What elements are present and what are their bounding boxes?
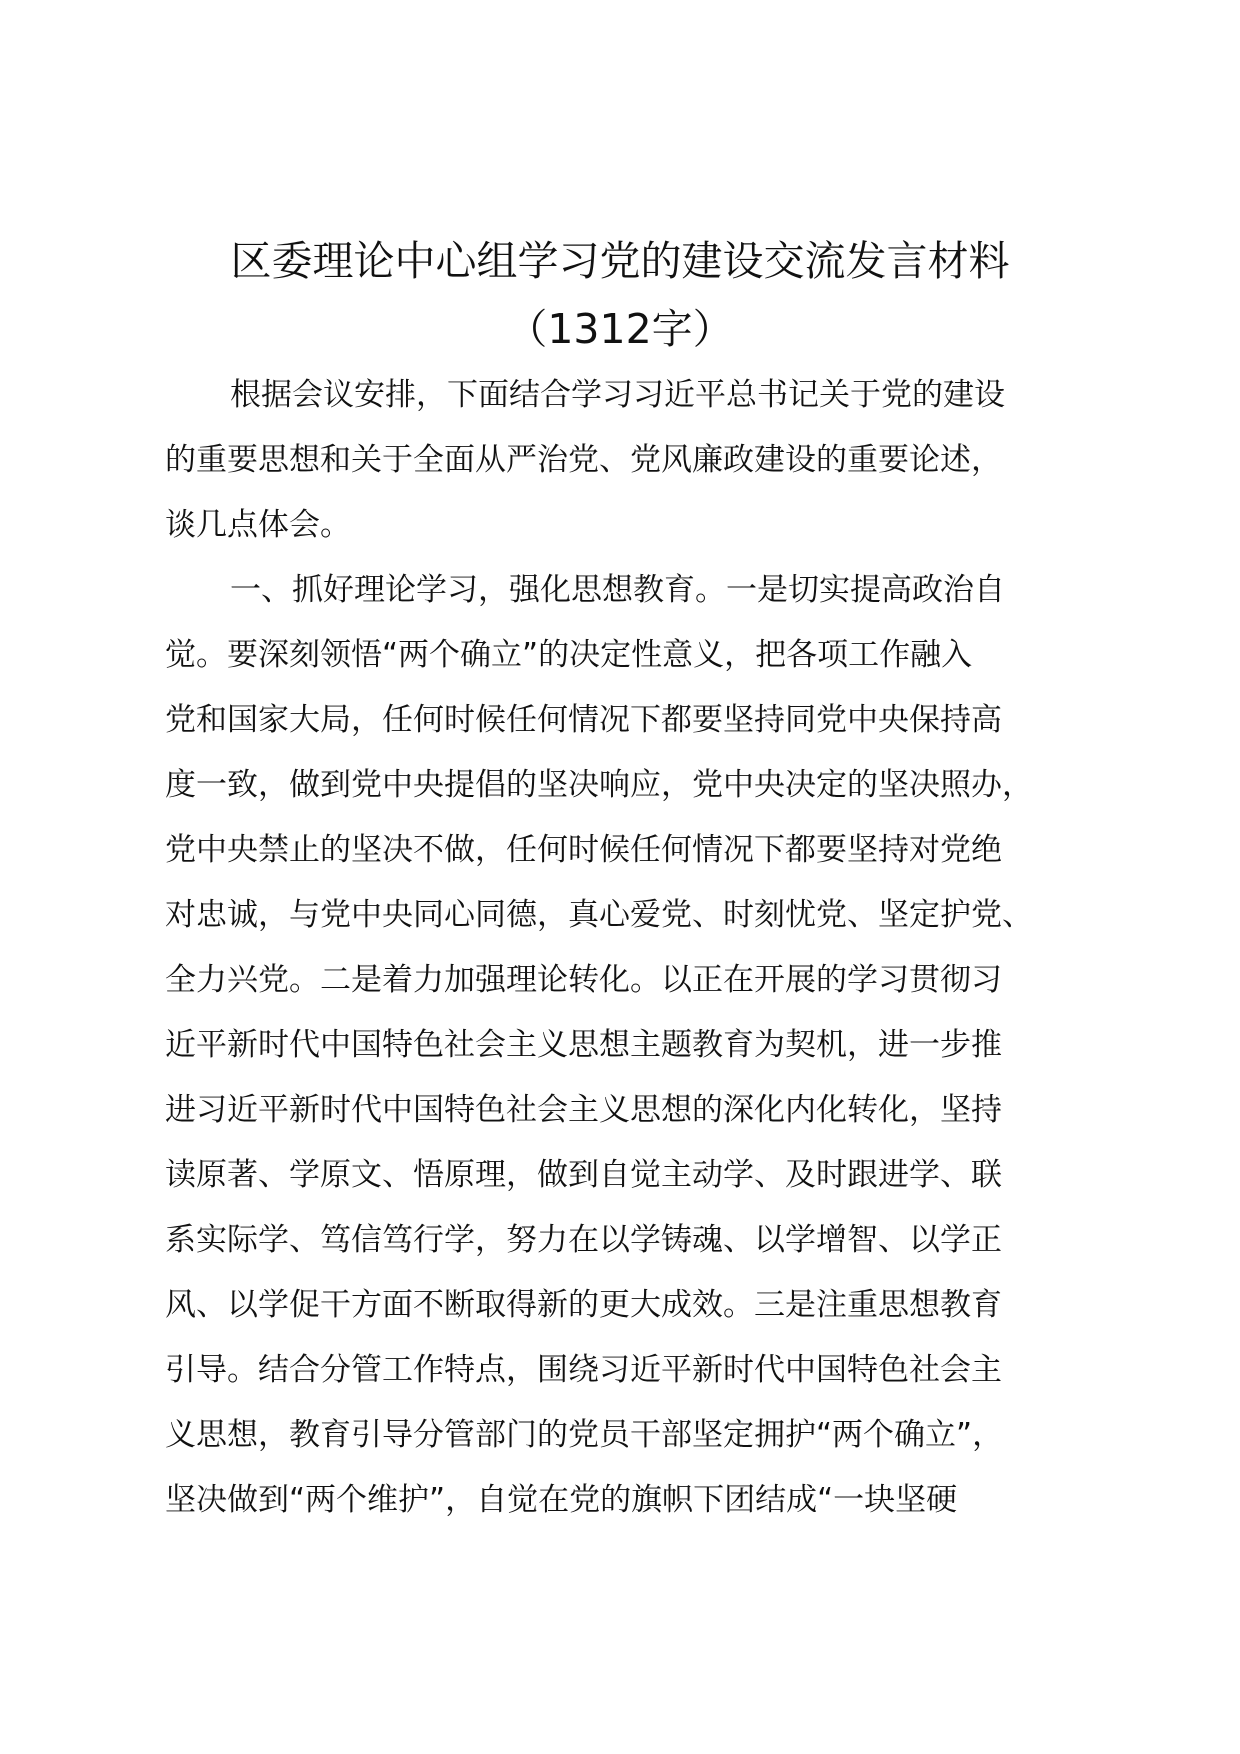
paragraph-line: 进习近平新时代中国特色社会主义思想的深化内化转化，坚持 [165, 1092, 1002, 1128]
paragraph-line: 近平新时代中国特色社会主义思想主题教育为契机，进一步推 [165, 1027, 1002, 1063]
paragraph-line: 全力兴党。二是着力加强理论转化。以正在开展的学习贯彻习 [165, 962, 1002, 998]
paragraph-line: 党和国家大局，任何时候任何情况下都要坚持同党中央保持高 [165, 702, 1002, 738]
paragraph-line: 义思想，教育引导分管部门的党员干部坚定拥护“两个确立”， [165, 1417, 1004, 1453]
paragraph-line: 根据会议安排，下面结合学习习近平总书记关于党的建设 [230, 377, 1005, 413]
paragraph-line: 谈几点体会。 [165, 507, 351, 543]
paragraph-line: 系实际学、笃信笃行学，努力在以学铸魂、以学增智、以学正 [165, 1222, 1002, 1258]
paragraph-line: 党中央禁止的坚决不做，任何时候任何情况下都要坚持对党绝 [165, 832, 1002, 868]
paragraph-line: 觉。要深刻领悟“两个确立”的决定性意义，把各项工作融入 [165, 637, 973, 673]
paragraph-line: 对忠诚，与党中央同心同德，真心爱党、时刻忧党、坚定护党、 [165, 897, 1033, 933]
paragraph-line: 一、抓好理论学习，强化思想教育。一是切实提高政治自 [230, 572, 1005, 608]
paragraph-line: 度一致，做到党中央提倡的坚决响应，党中央决定的坚决照办， [165, 767, 1033, 803]
document-title: 区委理论中心组学习党的建设交流发言材料 [230, 237, 1010, 285]
paragraph-line: 风、以学促干方面不断取得新的更大成效。三是注重思想教育 [165, 1287, 1002, 1323]
paragraph-line: 的重要思想和关于全面从严治党、党风廉政建设的重要论述， [165, 442, 1002, 478]
document-subtitle-word-count: （1312字） [506, 305, 734, 353]
paragraph-line: 引导。结合分管工作特点，围绕习近平新时代中国特色社会主 [165, 1352, 1002, 1388]
paragraph-line: 坚决做到“两个维护”，自觉在党的旗帜下团结成“一块坚硬 [165, 1482, 958, 1518]
paragraph-line: 读原著、学原文、悟原理，做到自觉主动学、及时跟进学、联 [165, 1157, 1002, 1193]
